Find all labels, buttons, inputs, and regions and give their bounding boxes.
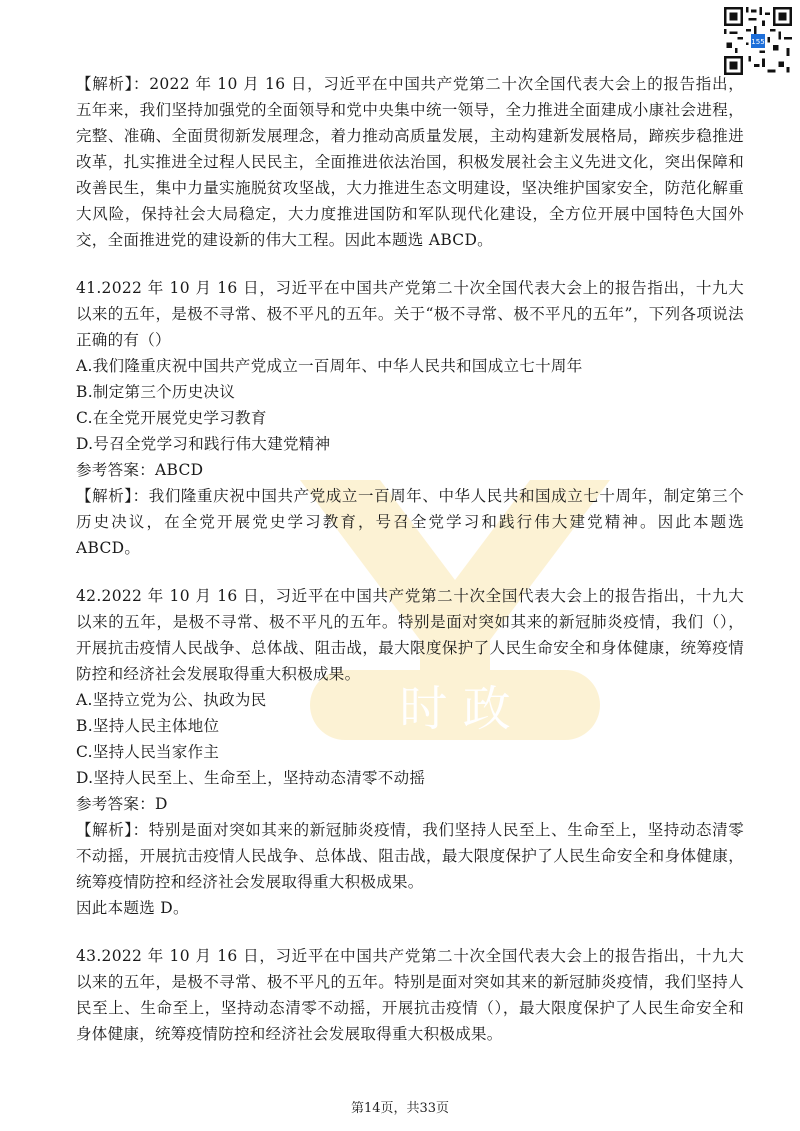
q41-option-b: B.制定第三个历史决议 (76, 383, 236, 401)
q41-analysis: 【解析】：我们隆重庆祝中国共产党成立一百周年、中华人民共和国成立七十周年，制定第三个历史决议，在全党开展党史学习教育，号召全党学习和践行伟大建党精神。因此本题选 ABCD。 (76, 487, 744, 557)
q42-option-b: B.坚持人民主体地位 (76, 717, 220, 735)
qr-badge: 155 (751, 36, 765, 46)
question-43 (76, 943, 744, 1047)
watermark-text: 时 政 (399, 681, 511, 737)
q42-answer: 参考答案：D (76, 795, 168, 813)
q41-option-c: C.在全党开展党史学习教育 (76, 409, 267, 427)
q43-stem: 43.2022 年 10 月 16 日，习近平在中国共产党第二十次全国代表大会上的报告指出，十九大以来的五年，是极不寻常、极不平凡的五年。特别是面对突如其来的新冠肺炎疫情，我们坚持人民至上、生命至上，坚持动态清零不动摇，开展抗击疫情（），最大限度保护了人民生命安全和身体健康，统筹疫情防控和经济社会发展取得重大积极成果。 (76, 947, 744, 1043)
q41-stem: 41.2022 年 10 月 16 日，习近平在中国共产党第二十次全国代表大会上的报告指出，十九大以来的五年，是极不寻常、极不平凡的五年。关于“极不寻常、极不平凡的五年”，下列各项说法正确的有（） (76, 279, 744, 349)
q42-analysis: 【解析】：特别是面对突如其来的新冠肺炎疫情，我们坚持人民至上、生命至上，坚持动态清零不动摇，开展抗击疫情人民战争、总体战、阻击战，最大限度保护了人民生命安全和身体健康，统筹疫情防控和经济社会发展取得重大积极成果。 (76, 821, 744, 891)
q40-analysis: 【解析】：2022 年 10 月 16 日，习近平在中国共产党第二十次全国代表大会上的报告指出，五年来，我们坚持加强党的全面领导和党中央集中统一领导，全力推进全面建成小康社会进程，完整、准确、全面贯彻新发展理念，着力推动高质量发展，主动构建新发展格局，蹄疾步稳推进改革，扎实推进全过程人民民主，全面推进依法治国，积极发展社会主义先进文化，突出保障和改善民生，集中力量实施脱贫攻坚战，大力推进生态文明建设，坚决维护国家安全，防范化解重大风险，保持社会大局稳定，大力度推进国防和军队现代化建设，全方位开展中国特色大国外交，全面推进党的建设新的伟大工程。因此本题选 ABCD。 (76, 75, 744, 249)
q42-option-c: C.坚持人民当家作主 (76, 743, 220, 761)
question-42 (76, 583, 744, 921)
document-body (76, 71, 744, 1069)
qr-code-icon (724, 7, 792, 75)
q42-stem: 42.2022 年 10 月 16 日，习近平在中国共产党第二十次全国代表大会上的报告指出，十九大以来的五年，是极不寻常、极不平凡的五年。特别是面对突如其来的新冠肺炎疫情，我们（），开展抗击疫情人民战争、总体战、阻击战，最大限度保护了人民生命安全和身体健康，统筹疫情防控和经济社会发展取得重大积极成果。 (76, 587, 744, 683)
question-41 (76, 275, 744, 561)
q42-option-a: A.坚持立党为公、执政为民 (76, 691, 267, 709)
page-number: 第14页，共33页 (350, 1101, 450, 1116)
q41-answer: 参考答案：ABCD (76, 461, 204, 479)
q41-option-d: D.号召全党学习和践行伟大建党精神 (76, 435, 331, 453)
q40-tail (76, 71, 744, 253)
q41-option-a: A.我们隆重庆祝中国共产党成立一百周年、中华人民共和国成立七十周年 (76, 357, 583, 375)
q42-conclusion: 因此本题选 D。 (76, 899, 189, 917)
q42-option-d: D.坚持人民至上、生命至上，坚持动态清零不动摇 (76, 769, 426, 787)
